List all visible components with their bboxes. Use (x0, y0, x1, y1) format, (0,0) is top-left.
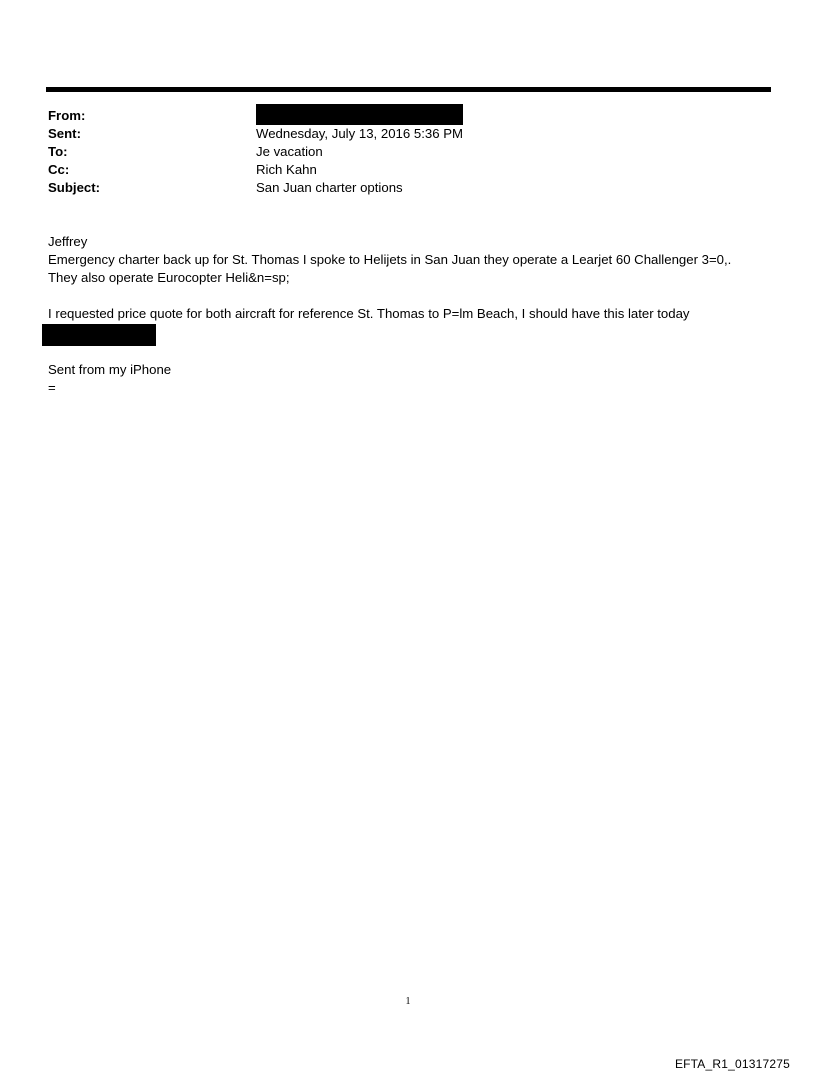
from-label: From: (48, 108, 86, 123)
sent-row (48, 125, 748, 143)
from-redaction (256, 104, 463, 125)
subject-value: San Juan charter options (256, 180, 403, 195)
page-number: 1 (405, 996, 411, 1007)
body-line-1: Emergency charter back up for St. Thomas I spoke to Helijets in San Juan they operate a Learjet 60 Challenger 3=0,. (48, 252, 732, 267)
from-row (48, 107, 748, 125)
to-label: To: (48, 144, 68, 159)
to-value: Je vacation (256, 144, 323, 159)
sent-value: Wednesday, July 13, 2016 5:36 PM (256, 126, 463, 141)
email-body (48, 233, 768, 397)
paragraph-gap (48, 287, 768, 305)
from-value (256, 107, 748, 125)
body-line-3: I requested price quote for both aircraft for reference St. Thomas to P=lm Beach, I should have this later today (48, 306, 690, 321)
greeting: Jeffrey (48, 234, 88, 249)
signature-line: Sent from my iPhone (48, 362, 172, 377)
body-line-2: They also operate Eurocopter Heli&n=sp; (48, 270, 290, 285)
signature-redaction (42, 324, 156, 346)
cc-label: Cc: (48, 162, 70, 177)
header-divider (46, 87, 771, 92)
subject-row (48, 179, 748, 197)
sent-label: Sent: (48, 126, 81, 141)
email-header (48, 107, 748, 197)
subject-label: Subject: (48, 180, 101, 195)
cc-row (48, 161, 748, 179)
trailing-char: = (48, 380, 56, 395)
to-row (48, 143, 748, 161)
cc-value: Rich Kahn (256, 162, 317, 177)
bates-number: EFTA_R1_01317275 (674, 1057, 790, 1071)
